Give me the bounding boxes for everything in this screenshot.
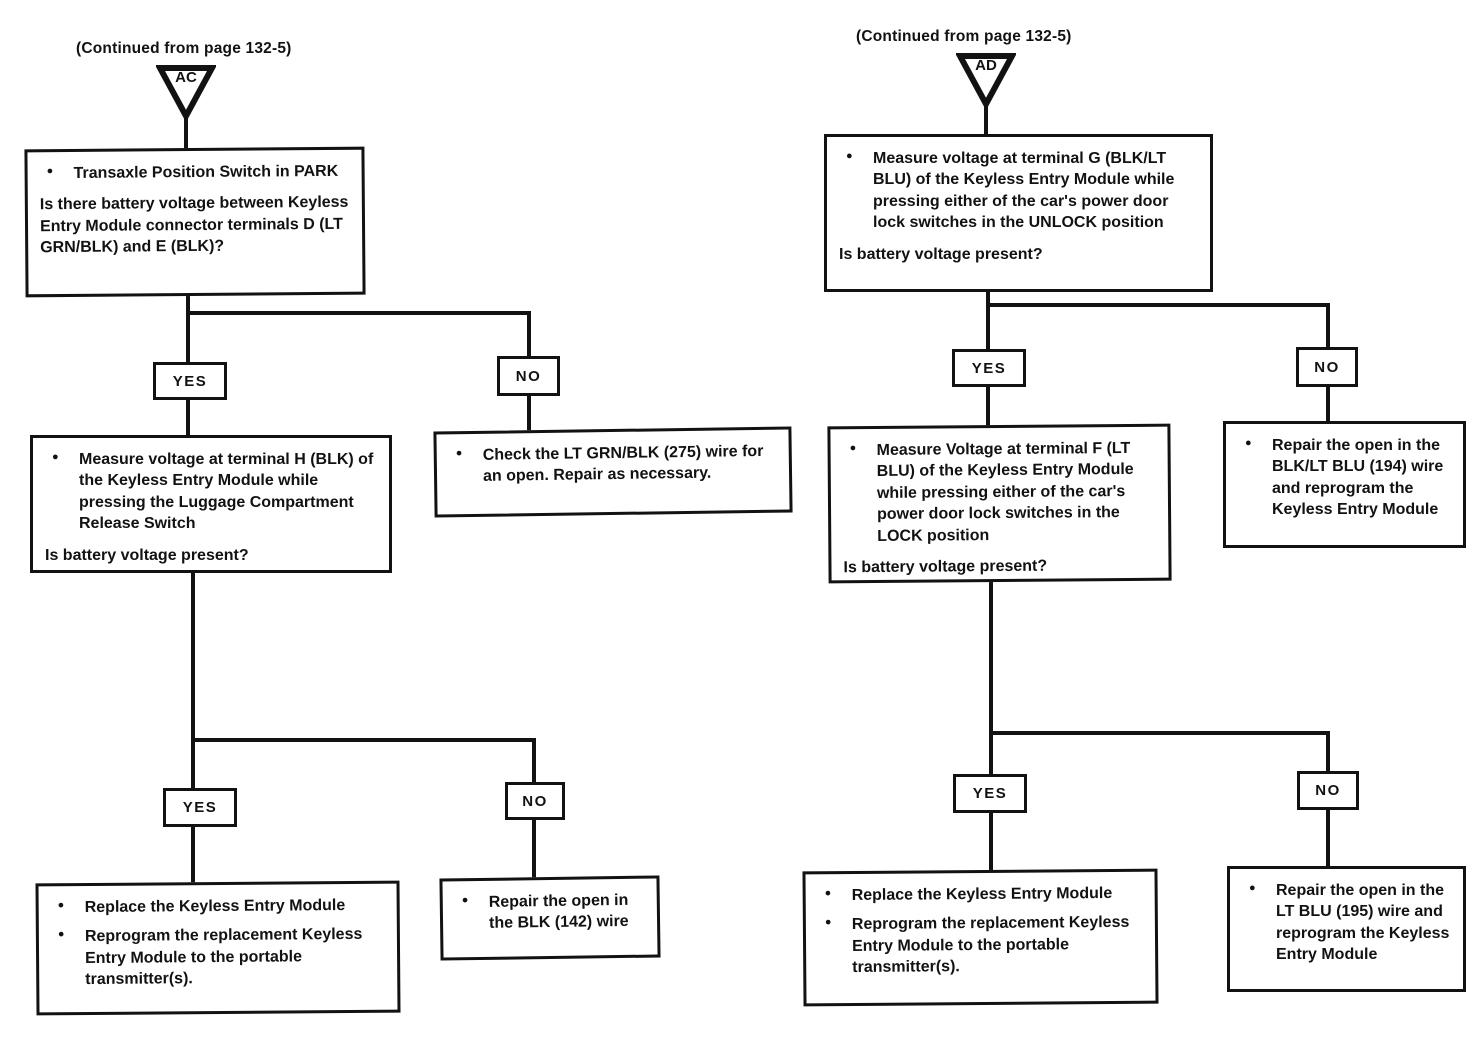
bullet-item: ● Measure voltage at terminal H (BLK) of the Keyless Entry Module while pressing the Luggage Compartment Release Switch [43,449,377,535]
ac-question1-box [24,147,365,298]
connector-line [186,398,190,437]
connector-line [527,311,531,358]
connector-line [989,731,1330,735]
question-text: Is battery voltage present? [843,557,1048,577]
ac-no2-action-box [439,875,660,960]
ac-yes2-box: YES [163,788,237,827]
ad-yes1-box: YES [952,349,1026,387]
connector-line [184,110,188,150]
bullet-item: ● Measure voltage at terminal G (BLK/LT BLU) of the Keyless Entry Module while pressing either of the car's power door lock switches in the UNLOCK position [837,148,1198,234]
ad-question2-box [827,424,1171,584]
ad-connector-label: AD [975,57,997,74]
ac-continued-note: (Continued from page 132-5) [76,40,292,57]
question-text: Is battery voltage present? [45,546,249,564]
connector-line [1326,385,1330,423]
connector-line [1326,303,1330,349]
ac-no2-box: NO [505,782,565,820]
connector-line [989,580,993,776]
ac-connector-label: AC [175,69,197,86]
connector-line [191,825,195,884]
bullet-item: ● Reprogram the replacement Keyless Entry Module to the portable transmitter(s). [816,912,1143,979]
ad-no1-action-box [1223,421,1466,548]
bullet-item: ● Repair the open in the BLK (142) wire [453,890,646,936]
question-text: Is there battery voltage between Keyless Entry Module connector terminals D (LT GRN/BLK) and E (BLK)? [39,194,349,257]
question-text: Is battery voltage present? [839,245,1043,263]
connector-line [1326,808,1330,868]
ad-yes2-box: YES [953,774,1027,813]
bullet-item: ● Replace the Keyless Entry Module [49,895,385,919]
ac-question2-box [30,435,392,573]
ac-yes1-box: YES [153,362,227,400]
connector-line [186,294,190,364]
bullet-item: ● Repair the open in the BLK/LT BLU (194) wire and reprogram the Keyless Entry Module [1236,435,1451,521]
connector-line [186,311,531,315]
bullet-item: ● Measure Voltage at terminal F (LT BLU) of the Keyless Entry Module while pressing either of the car's power door lock switches in the LOCK position [840,438,1156,548]
connector-line [989,811,993,872]
bullet-item: ● Reprogram the replacement Keyless Entry Module to the portable transmitter(s). [49,924,385,991]
connector-line [191,571,195,790]
connector-line [986,385,990,427]
ad-no1-box: NO [1296,347,1358,387]
connector-line [532,818,536,879]
bullet-item: ● Transaxle Position Switch in PARK [38,161,350,185]
connector-line [191,738,536,742]
bullet-item: ● Repair the open in the LT BLU (195) wire and reprogram the Keyless Entry Module [1240,880,1451,966]
ac-yes2-action-box [35,881,400,1016]
ad-question1-box [824,134,1213,292]
ad-no2-action-box [1227,866,1466,992]
connector-line [984,100,988,136]
ac-no1-action-box [433,427,792,518]
connector-line [1326,731,1330,773]
ad-no2-box: NO [1297,771,1359,810]
bullet-item: ● Replace the Keyless Entry Module [816,883,1143,907]
ad-yes2-action-box [802,869,1158,1007]
connector-line [986,303,1330,307]
connector-line [986,290,990,351]
connector-line [527,394,531,431]
bullet-item: ● Check the LT GRN/BLK (275) wire for an open. Repair as necessary. [447,441,778,488]
ad-continued-note: (Continued from page 132-5) [856,28,1072,45]
connector-line [532,738,536,784]
ac-no1-box: NO [497,356,560,396]
